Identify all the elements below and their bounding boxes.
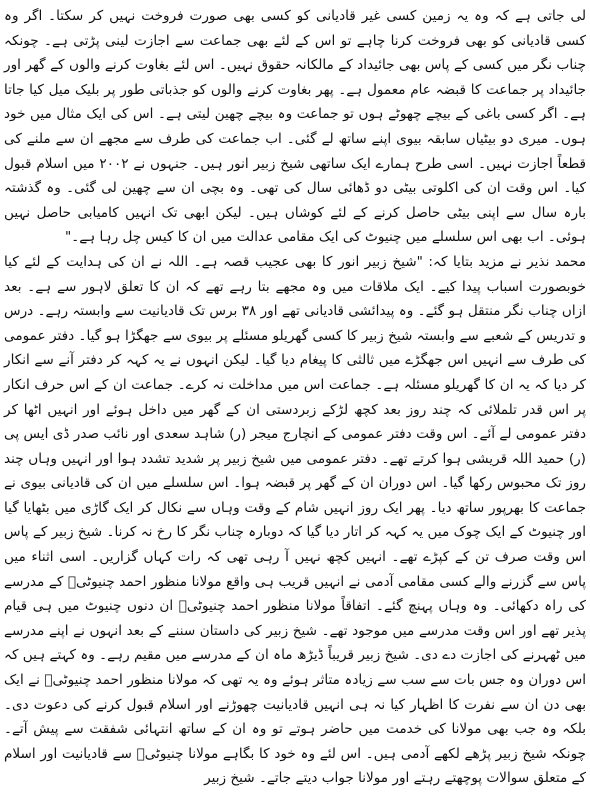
paragraph-1: لی جاتی ہے کہ وہ یہ زمین کسی غیر قادیانی کو کسی بھی صورت فروخت نہیں کر سکتا۔ اگر وہ کسی قادیانی کو بھی فروخت کرنا چاہے تو اس کے لئے بھی جماعت سے اجازت لینی پڑتی ہے۔ چونکہ چناب نگر میں کسی کے پاس بھی جائیداد کے مالکانہ حقوق نہیں۔ اس لئے بغاوت کرنے والوں کے گھر اور جائیداد پر جماعت کا قبضہ عام معمول ہے۔ پھر بغاوت کرنے والوں کو جذباتی طور پر بلیک میل کیا جاتا ہے۔ اگر کسی باغی کے بیچے چھوٹے ہوں تو جماعت وہ بیچے چھین لیتی ہے۔ اس کی ایک مثال میں خود ہوں۔ میری دو بیٹیاں سابقہ بیوی اپنے ساتھ لے گئی۔ اب جماعت کی طرف سے مجھے ان سے ملنے کی قطعاً اجازت نہیں۔ اسی طرح ہمارے ایک ساتھی شیخ زبیر انور ہیں۔ جنہوں نے ۲۰۰۲ میں اسلام قبول کیا۔ اس وقت ان کی اکلوتی بیٹی دو ڈھائی سال کی تھی۔ وہ بچی ان سے چھین لی گئی۔ وہ گذشتہ بارہ سال سے اپنی بیٹی حاصل کرنے کے لئے کوشاں ہیں۔ لیکن ابھی تک انہیں کامیابی حاصل نہیں ہوئی۔ اب بھی اس سلسلے میں چنیوٹ کی ایک مقامی عدالت میں ان کا کیس چل رہا ہے۔" — [4, 8, 586, 246]
paragraph-2: محمد نذیر نے مزید بتایا کہ: "شیخ زبیر انور کا بھی عجیب قصہ ہے۔ اللہ نے ان کی ہدایت کے لئے کیا خوبصورت اسباب پیدا کیے۔ ایک ملاقات میں وہ مجھے بتا رہے تھے کہ ان کا تعلق لاہور سے ہے۔ بعد ازاں چناب نگر منتقل ہو گئے۔ وہ پیدائشی قادیانی تھے اور ۳۸ برس تک قادیانیت سے وابستہ رہے۔ درس و تدریس کے شعبے سے وابستہ شیخ زبیر کا کسی گھریلو مسئلے پر بیوی سے جھگڑا ہو گیا۔ دفتر عمومی کی طرف سے انہیں اس جھگڑے میں ثالثی کا پیغام دیا گیا۔ لیکن انہوں نے یہ کہہ کر دفتر آنے سے انکار کر دیا کہ یہ ان کا گھریلو مسئلہ ہے۔ جماعت اس میں مداخلت نہ کرے۔ جماعت ان کے اس حرف انکار پر اس قدر تلملائی کہ چند روز بعد کچھ لڑکے زبردستی ان کے گھر میں داخل ہوئے اور انہیں اٹھا کر دفتر عمومی لے آئے۔ اس وقت دفتر عمومی کے انچارج میجر (ر) شاہد سعدی اور نائب صدر ڈی ایس پی (ر) حمید اللہ قریشی ہوا کرتے تھے۔ دفتر عمومی میں شیخ زبیر پر شدید تشدد ہوا اور انہیں وہاں چند روز تک محبوس رکھا گیا۔ اس دوران ان کے گھر پر قبضہ ہوا۔ اس سلسلے میں ان کی قادیانی بیوی نے جماعت کا بھرپور ساتھ دیا۔ پھر ایک روز انہیں شام کے وقت وہاں سے نکال کر ایک گاڑی میں بٹھایا گیا اور چنیوٹ کے ایک چوک میں یہ کہہ کر اتار دیا گیا کہ دوبارہ چناب نگر کا رخ نہ کرنا۔ شیخ زبیر کے پاس اس وقت صرف تن کے کپڑے تھے۔ انہیں کچھ نہیں آ رہی تھی کہ رات کہاں گزاریں۔ اسی اثناء میں پاس سے گزرنے والے کسی مقامی آدمی نے انہیں قریب ہی واقع مولانا منظور احمد چنیوٹیؒ کے مدرسے کی راہ دکھائی۔ وہ وہاں پہنچ گئے۔ اتفاقاً مولانا منظور احمد چنیوٹیؒ ان دنوں چنیوٹ میں ہی قیام پذیر تھے اور اس وقت مدرسے میں موجود تھے۔ شیخ زبیر کی داستان سننے کے بعد انہوں نے اپنے مدرسے میں ٹھہرنے کی اجازت دے دی۔ شیخ زبیر قریباً ڈیڑھ ماہ ان کے مدرسے میں مقیم رہے۔ وہ کہتے ہیں کہ اس دوران وہ جس بات سے سب سے زیادہ متاثر ہوئے وہ یہ تھی کہ مولانا منظور احمد چنیوٹیؒ نے ایک بھی دن ان سے نفرت کا اظہار کیا نہ ہی انہیں قادیانیت چھوڑنے اور اسلام قبول کرنے کی دعوت دی۔ بلکہ وہ جب بھی مولانا کی خدمت میں حاضر ہوتے تو وہ ان کے ساتھ انتہائی شفقت سے پیش آتے۔ چونکہ شیخ زبیر پڑھے لکھے آدمی ہیں۔ اس لئے وہ خود کا بگاہے مولانا چنیوٹیؒ سے قادیانیت اور اسلام کے متعلق سوالات پوچھتے رہتے اور مولانا جواب دیتے جاتے۔ شیخ زبیر — [4, 253, 586, 787]
